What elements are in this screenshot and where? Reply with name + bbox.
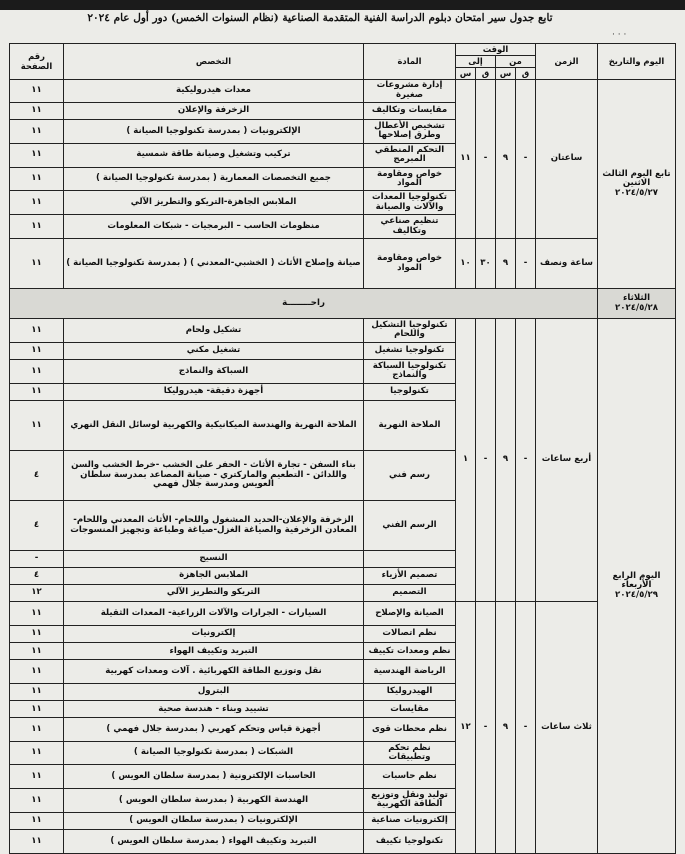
specialization-cell: تشييد وبناء - هندسة صحية [64,701,364,718]
duration-cell: ثلاث ساعات [536,602,598,854]
subject-cell: مقايسات وتكاليف [364,102,456,119]
grade-cell: ١١ [10,764,64,788]
header-specialization: التخصص [64,44,364,80]
to-hr-cell: ١٠ [456,239,476,289]
grade-cell: ١١ [10,684,64,701]
grade-cell: ١١ [10,102,64,119]
from-hr-cell: ٩ [496,239,516,289]
subject-cell: الرسم الفني [364,501,456,551]
subject-cell: الملاحة النهرية [364,400,456,450]
specialization-cell: الزخرفة والإعلان [64,102,364,119]
subject-cell [364,551,456,568]
subject-cell: مقايسات [364,701,456,718]
from-min-cell: - [516,602,536,854]
subject-cell: تنظيم صناعي وتكاليف [364,215,456,239]
specialization-cell: الإلكترونيات ( بمدرسة سلطان العويس ) [64,812,364,829]
specialization-cell: التبريد وتكييف الهواء ( بمدرسة سلطان العويس ) [64,829,364,853]
specialization-cell: أجهزة دقيقة- هيدروليكا [64,383,364,400]
specialization-cell: الحاسبات الإلكترونية ( بمدرسة سلطان العويس ) [64,764,364,788]
grade-cell: ١١ [10,80,64,103]
subject-cell: تكنولوجيا السباكة والنماذج [364,359,456,383]
grade-cell: ١٢ [10,585,64,602]
to-hr-cell: ١٢ [456,602,476,854]
duration-cell: ساعتان [536,80,598,239]
grade-cell: ١١ [10,215,64,239]
specialization-cell: نقل وتوزيع الطاقة الكهربائية . آلات ومعدات كهربية [64,660,364,684]
specialization-cell: الملابس الجاهزة-التريكو والتطريز الآلي [64,191,364,215]
subject-cell: نظم حاسبات [364,764,456,788]
subject-cell: التصميم [364,585,456,602]
grade-cell: ١١ [10,191,64,215]
table-row [10,318,676,342]
to-min-cell: ٣٠ [476,239,496,289]
grade-cell: ١١ [10,829,64,853]
specialization-cell: الملابس الجاهزة [64,568,364,585]
subject-cell: خواص ومقاومة المواد [364,239,456,289]
header-from-sec: س [496,68,516,80]
grade-cell: ١١ [10,239,64,289]
header-to-min: ق [476,68,496,80]
to-min-cell: - [476,318,496,601]
header-time: الوقت [456,44,536,56]
grade-cell: ١١ [10,643,64,660]
specialization-cell: الشبكات ( بمدرسة تكنولوجيا الصيانة ) [64,742,364,765]
subject-cell: تكنولوجيا [364,383,456,400]
grade-cell: ٤ [10,450,64,500]
rest-day-row [10,289,676,319]
from-hr-cell: ٩ [496,80,516,239]
grade-cell: ١١ [10,342,64,359]
specialization-cell: بناء السفن - تجارة الأثاث - الحفر على الخشب -خرط الخشب والسن واللدائن - التطعيم والماركتري - صيانة المصاعد بمدرسة سلطان العويس ومدرسة جلال فهمي [64,450,364,500]
table-row [10,239,676,289]
specialization-cell: منظومات الحاسب – البرمجيات - شبكات المعلومات [64,215,364,239]
duration-cell: ساعة ونصف [536,239,598,289]
specialization-cell: البترول [64,684,364,701]
specialization-cell: السباكة والنماذج [64,359,364,383]
table-row [10,602,676,626]
table-header [10,44,676,80]
grade-cell: ١١ [10,701,64,718]
to-hr-cell: ١ [456,318,476,601]
day-date-cell: الثلاثاء ٢٠٢٤/٥/٢٨ [598,289,676,319]
day-date-cell: تابع اليوم الثالث الاثنين ٢٠٢٤/٥/٢٧ [598,80,676,289]
grade-cell: ١١ [10,812,64,829]
day-date-cell: اليوم الرابع الأربعاء ٢٠٢٤/٥/٢٩ [598,318,676,853]
subject-cell: نظم اتصالات [364,626,456,643]
specialization-cell: التبريد وتكييف الهواء [64,643,364,660]
header-subject: المادة [364,44,456,80]
subject-cell: خواص ومقاومة المواد [364,167,456,191]
grade-cell: ١١ [10,660,64,684]
from-min-cell: - [516,239,536,289]
from-min-cell: - [516,318,536,601]
grade-cell: ١١ [10,318,64,342]
subject-cell: الرياضة الهندسية [364,660,456,684]
specialization-cell: جميع التخصصات المعمارية ( بمدرسة تكنولوجيا الصيانة ) [64,167,364,191]
specialization-cell: إلكترونيات [64,626,364,643]
grade-cell: ١١ [10,119,64,143]
subject-cell: إلكترونيات صناعية [364,812,456,829]
subject-cell: تصميم الأزياء [364,568,456,585]
grade-cell: ١١ [10,602,64,626]
header-to: إلى [456,56,496,68]
grade-cell: - [10,551,64,568]
header-day-date: اليوم والتاريخ [598,44,676,80]
specialization-cell: السيارات - الجرارات والآلات الزراعية- المعدات الثقيلة [64,602,364,626]
from-hr-cell: ٩ [496,602,516,854]
specialization-cell: معدات هيدروليكية [64,80,364,103]
header-from-min: ق [516,68,536,80]
subject-cell: الهيدروليكا [364,684,456,701]
specialization-cell: تشغيل مكني [64,342,364,359]
page-marks: · · · [612,30,627,40]
subject-cell: رسم فني [364,450,456,500]
grade-cell: ١١ [10,788,64,812]
grade-cell: ١١ [10,359,64,383]
rest-cell: راحــــــــة [10,289,598,319]
grade-cell: ١١ [10,167,64,191]
grade-cell: ١١ [10,400,64,450]
subject-cell: تشخيص الأعطال وطرق إصلاحها [364,119,456,143]
subject-cell: إدارة مشروعات صغيرة [364,80,456,103]
from-hr-cell: ٩ [496,318,516,601]
table-row [10,80,676,103]
specialization-cell: الإلكترونيات ( بمدرسة تكنولوجيا الصيانة ) [64,119,364,143]
subject-cell: تكنولوجيا التشكيل واللحام [364,318,456,342]
specialization-cell: أجهزة قياس وتحكم كهربي ( بمدرسة جلال فهمي ) [64,718,364,742]
subject-cell: تكنولوجيا المعدات والآلات والصيانة [364,191,456,215]
subject-cell: الصيانة والإصلاح [364,602,456,626]
subject-cell: توليد ونقل وتوزيع الطاقة الكهربية [364,788,456,812]
subject-cell: تكنولوجيا تشغيل [364,342,456,359]
specialization-cell: تركيب وتشغيل وصيانة طاقة شمسية [64,143,364,167]
to-min-cell: - [476,80,496,239]
to-hr-cell: ١١ [456,80,476,239]
grade-cell: ١١ [10,143,64,167]
subject-cell: نظم ومعدات تكييف [364,643,456,660]
schedule-table [9,43,676,854]
grade-cell: ١١ [10,626,64,643]
grade-cell: ١١ [10,718,64,742]
from-min-cell: - [516,80,536,239]
duration-cell: أربع ساعات [536,318,598,601]
header-grade: رقم الصفحة [10,44,64,80]
grade-cell: ١١ [10,742,64,765]
header-duration: الزمن [536,44,598,80]
subject-cell: نظم محطات قوى [364,718,456,742]
specialization-cell: النسيج [64,551,364,568]
specialization-cell: الزخرفة والإعلان-الحديد المشغول واللحام- الأثاث المعدني واللحام- المعادن الزخرفية والصياغة الغزل-صياغة وطباعة وتجهيز المنسوجات [64,501,364,551]
specialization-cell: تشكيل ولحام [64,318,364,342]
specialization-cell: صيانة وإصلاح الأثاث ( الخشبي-المعدني ) ( بمدرسة تكنولوجيا الصيانة ) [64,239,364,289]
to-min-cell: - [476,602,496,854]
specialization-cell: التريكو والتطريز الآلي [64,585,364,602]
grade-cell: ١١ [10,383,64,400]
grade-cell: ٤ [10,568,64,585]
grade-cell: ٤ [10,501,64,551]
header-from: من [496,56,536,68]
subject-cell: التحكم المنطقي المبرمج [364,143,456,167]
specialization-cell: الملاحة النهرية والهندسة الميكانيكية والكهربية لوسائل النقل النهري [64,400,364,450]
specialization-cell: الهندسة الكهربية ( بمدرسة سلطان العويس ) [64,788,364,812]
table-body [10,80,676,854]
page-title: تابع جدول سير امتحان دبلوم الدراسة الفنية المتقدمة الصناعية (نظام السنوات الخمس) دور أول عام ٢٠٢٤ [87,12,553,24]
header-to-sec: س [456,68,476,80]
subject-cell: تكنولوجيا تكييف [364,829,456,853]
subject-cell: نظم تحكم وتطبيقات [364,742,456,765]
top-bar [0,0,685,10]
